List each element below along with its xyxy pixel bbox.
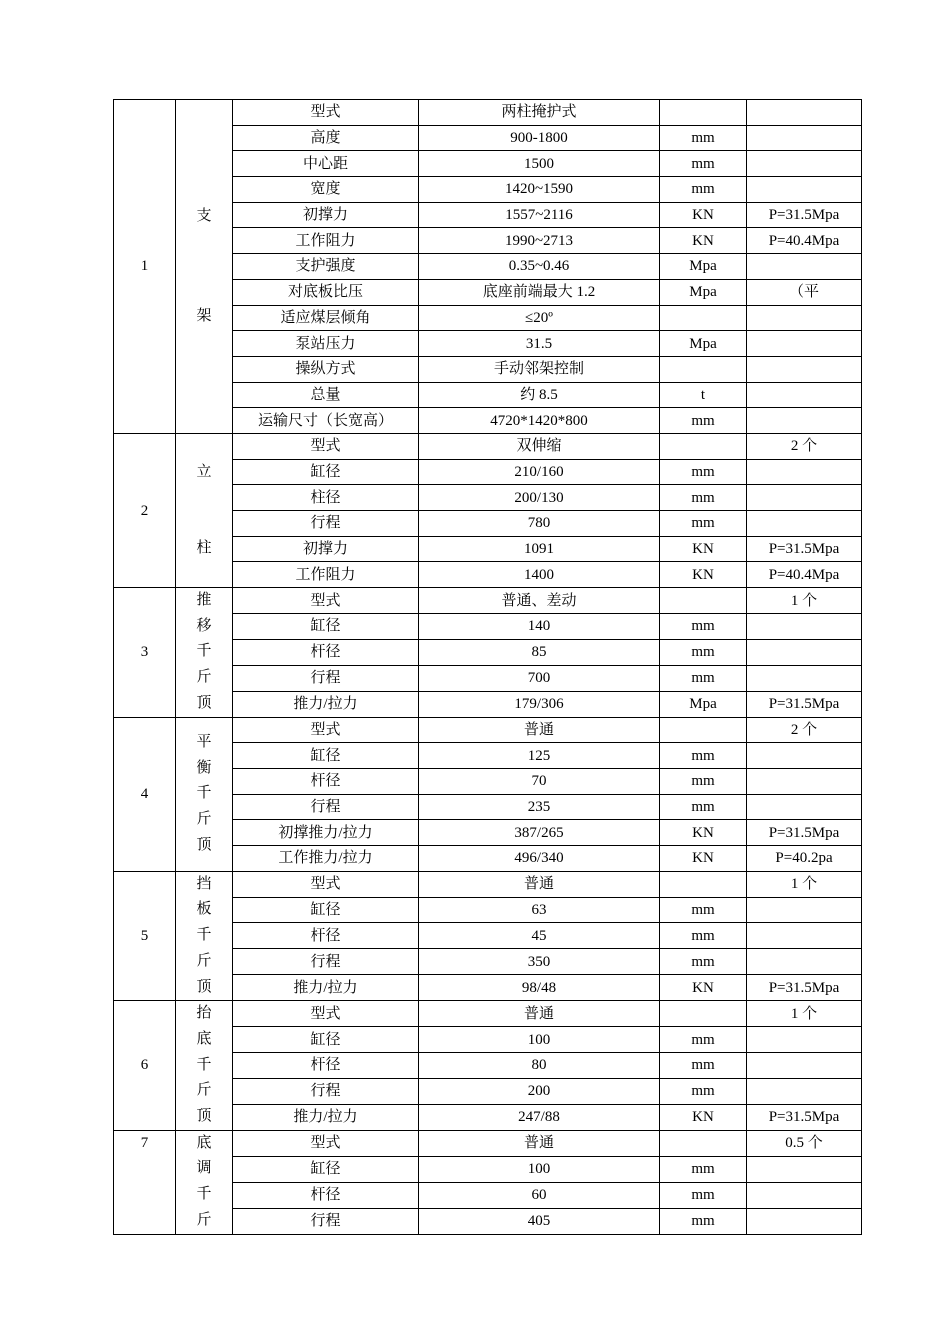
cell-unit	[660, 1001, 747, 1027]
cell-param: 缸径	[233, 897, 419, 923]
group-label-char: 顶	[196, 836, 212, 853]
cell-param: 初撑推力/拉力	[233, 820, 419, 846]
cell-unit: Mpa	[660, 279, 747, 305]
group-label	[176, 717, 233, 871]
cell-note	[747, 639, 862, 665]
cell-param: 杆径	[233, 768, 419, 794]
cell-unit	[660, 433, 747, 459]
cell-note: P=31.5Mpa	[747, 820, 862, 846]
cell-value: 70	[419, 768, 660, 794]
cell-param: 行程	[233, 1208, 419, 1234]
cell-unit: mm	[660, 1027, 747, 1053]
cell-param: 型式	[233, 588, 419, 614]
cell-value: 45	[419, 923, 660, 949]
cell-unit	[660, 356, 747, 382]
cell-note: 0.5 个	[747, 1130, 862, 1156]
table-row	[114, 433, 862, 459]
table-row	[114, 588, 862, 614]
cell-note: 1 个	[747, 1001, 862, 1027]
cell-param: 工作阻力	[233, 228, 419, 254]
cell-unit: mm	[660, 949, 747, 975]
group-label-char: 平	[196, 733, 212, 750]
group-label-char: 移	[196, 617, 212, 634]
group-label-char: 衡	[196, 759, 212, 776]
cell-param: 杆径	[233, 639, 419, 665]
cell-param: 工作阻力	[233, 562, 419, 588]
cell-param: 缸径	[233, 613, 419, 639]
cell-value: 1557~2116	[419, 202, 660, 228]
cell-param: 适应煤层倾角	[233, 305, 419, 331]
group-label-char: 斤	[196, 669, 212, 686]
group-label-char: 调	[196, 1160, 212, 1177]
cell-value: 179/306	[419, 691, 660, 717]
cell-note: P=31.5Mpa	[747, 1104, 862, 1130]
group-number: 1	[114, 100, 176, 434]
cell-value: 普通	[419, 717, 660, 743]
group-label-char: 斤	[196, 952, 212, 969]
group-label-vertical	[196, 1001, 212, 1130]
cell-unit: mm	[660, 1182, 747, 1208]
cell-unit: mm	[660, 459, 747, 485]
group-label-char: 支	[196, 207, 212, 224]
cell-unit	[660, 305, 747, 331]
group-label-char: 千	[196, 785, 212, 802]
cell-value: 1990~2713	[419, 228, 660, 254]
cell-value: 140	[419, 613, 660, 639]
cell-value: 1420~1590	[419, 177, 660, 203]
cell-unit: mm	[660, 125, 747, 151]
group-number: 4	[114, 717, 176, 871]
group-label-vertical	[196, 204, 212, 329]
cell-unit: mm	[660, 794, 747, 820]
cell-unit: mm	[660, 768, 747, 794]
group-label-char: 顶	[196, 694, 212, 711]
cell-note	[747, 459, 862, 485]
cell-unit	[660, 871, 747, 897]
cell-param: 行程	[233, 1078, 419, 1104]
cell-unit: mm	[660, 1208, 747, 1234]
cell-unit: mm	[660, 408, 747, 434]
group-label	[176, 1130, 233, 1234]
group-label	[176, 100, 233, 434]
group-label	[176, 1001, 233, 1131]
cell-unit: mm	[660, 639, 747, 665]
group-label-char: 千	[196, 927, 212, 944]
cell-param: 总量	[233, 382, 419, 408]
cell-unit: KN	[660, 846, 747, 872]
group-label-char: 板	[196, 901, 212, 918]
cell-note	[747, 613, 862, 639]
cell-unit: mm	[660, 1078, 747, 1104]
cell-note: 1 个	[747, 871, 862, 897]
cell-unit: KN	[660, 975, 747, 1001]
cell-unit: mm	[660, 923, 747, 949]
cell-param: 缸径	[233, 1156, 419, 1182]
cell-value: 80	[419, 1053, 660, 1079]
cell-param: 杆径	[233, 923, 419, 949]
cell-unit: mm	[660, 1156, 747, 1182]
cell-unit: KN	[660, 536, 747, 562]
cell-note: P=31.5Mpa	[747, 536, 862, 562]
cell-note: 2 个	[747, 433, 862, 459]
cell-param: 初撑力	[233, 536, 419, 562]
group-label-char: 柱	[196, 540, 212, 556]
group-label-char: 抬	[196, 1005, 212, 1022]
cell-value: 底座前端最大 1.2	[419, 279, 660, 305]
cell-unit	[660, 588, 747, 614]
cell-param: 行程	[233, 949, 419, 975]
cell-value: 125	[419, 743, 660, 769]
group-label-vertical	[196, 1131, 212, 1234]
group-label-char: 千	[196, 1186, 212, 1203]
group-label-vertical	[196, 730, 212, 859]
cell-unit	[660, 100, 747, 126]
cell-note	[747, 305, 862, 331]
cell-unit: Mpa	[660, 691, 747, 717]
group-number: 3	[114, 588, 176, 718]
cell-note	[747, 949, 862, 975]
cell-value: 100	[419, 1027, 660, 1053]
cell-value: 约 8.5	[419, 382, 660, 408]
cell-note	[747, 511, 862, 537]
cell-note	[747, 1027, 862, 1053]
cell-note: P=31.5Mpa	[747, 691, 862, 717]
group-label-char: 推	[196, 592, 212, 609]
cell-note	[747, 794, 862, 820]
group-label	[176, 588, 233, 718]
cell-value: 350	[419, 949, 660, 975]
cell-unit: mm	[660, 177, 747, 203]
cell-value: 100	[419, 1156, 660, 1182]
cell-param: 型式	[233, 1001, 419, 1027]
cell-note: （平	[747, 279, 862, 305]
cell-note	[747, 1156, 862, 1182]
cell-value: 900-1800	[419, 125, 660, 151]
table-row	[114, 1130, 862, 1156]
spec-table	[113, 99, 862, 1235]
cell-unit: mm	[660, 1053, 747, 1079]
cell-value: 85	[419, 639, 660, 665]
cell-param: 型式	[233, 871, 419, 897]
cell-note	[747, 151, 862, 177]
cell-note: 1 个	[747, 588, 862, 614]
cell-param: 缸径	[233, 1027, 419, 1053]
cell-value: 4720*1420*800	[419, 408, 660, 434]
cell-note	[747, 1053, 862, 1079]
spec-table-body	[114, 100, 862, 1235]
cell-value: 普通	[419, 1130, 660, 1156]
group-label	[176, 871, 233, 1001]
cell-param: 行程	[233, 794, 419, 820]
cell-value: 1400	[419, 562, 660, 588]
group-label-char: 千	[196, 1056, 212, 1073]
cell-note: P=40.4Mpa	[747, 228, 862, 254]
cell-unit: KN	[660, 820, 747, 846]
group-number: 6	[114, 1001, 176, 1131]
cell-note: P=31.5Mpa	[747, 202, 862, 228]
cell-unit: t	[660, 382, 747, 408]
cell-value: 0.35~0.46	[419, 254, 660, 280]
cell-value: 405	[419, 1208, 660, 1234]
cell-param: 缸径	[233, 743, 419, 769]
cell-param: 型式	[233, 433, 419, 459]
group-label-char: 底	[196, 1134, 212, 1151]
group-label-char: 斤	[196, 810, 212, 827]
cell-param: 初撑力	[233, 202, 419, 228]
group-number: 5	[114, 871, 176, 1001]
cell-param: 柱径	[233, 485, 419, 511]
group-label-char: 顶	[196, 1108, 212, 1125]
cell-value: 普通	[419, 1001, 660, 1027]
cell-unit: Mpa	[660, 254, 747, 280]
cell-unit: KN	[660, 1104, 747, 1130]
cell-param: 推力/拉力	[233, 1104, 419, 1130]
cell-value: 700	[419, 665, 660, 691]
cell-value: 200/130	[419, 485, 660, 511]
cell-note	[747, 382, 862, 408]
cell-param: 中心距	[233, 151, 419, 177]
group-number: 2	[114, 433, 176, 587]
cell-param: 高度	[233, 125, 419, 151]
cell-note	[747, 408, 862, 434]
cell-value: 63	[419, 897, 660, 923]
group-label-vertical	[196, 460, 212, 561]
group-label-vertical	[196, 872, 212, 1001]
cell-value: 98/48	[419, 975, 660, 1001]
cell-param: 宽度	[233, 177, 419, 203]
cell-param: 运输尺寸（长宽高）	[233, 408, 419, 434]
cell-value: 31.5	[419, 331, 660, 357]
cell-param: 对底板比压	[233, 279, 419, 305]
cell-param: 工作推力/拉力	[233, 846, 419, 872]
cell-value: 60	[419, 1182, 660, 1208]
cell-unit: mm	[660, 743, 747, 769]
cell-note: P=31.5Mpa	[747, 975, 862, 1001]
cell-param: 行程	[233, 511, 419, 537]
cell-value: 387/265	[419, 820, 660, 846]
group-label-char: 斤	[196, 1082, 212, 1099]
cell-param: 操纵方式	[233, 356, 419, 382]
group-label-char: 斤	[196, 1211, 212, 1228]
cell-param: 支护强度	[233, 254, 419, 280]
cell-value: 235	[419, 794, 660, 820]
cell-unit	[660, 717, 747, 743]
cell-param: 泵站压力	[233, 331, 419, 357]
cell-unit: mm	[660, 151, 747, 177]
cell-unit: mm	[660, 511, 747, 537]
cell-note	[747, 100, 862, 126]
cell-unit: KN	[660, 562, 747, 588]
cell-value: 1500	[419, 151, 660, 177]
cell-param: 型式	[233, 1130, 419, 1156]
cell-value: 两柱掩护式	[419, 100, 660, 126]
group-label-vertical	[196, 588, 212, 717]
cell-value: ≤20º	[419, 305, 660, 331]
group-label-char: 挡	[196, 875, 212, 892]
cell-unit: Mpa	[660, 331, 747, 357]
table-row	[114, 1001, 862, 1027]
group-label	[176, 433, 233, 587]
cell-note: 2 个	[747, 717, 862, 743]
cell-param: 行程	[233, 665, 419, 691]
cell-value: 1091	[419, 536, 660, 562]
cell-param: 型式	[233, 717, 419, 743]
group-number: 7	[114, 1130, 176, 1234]
cell-note	[747, 768, 862, 794]
cell-note	[747, 254, 862, 280]
group-label-char: 底	[196, 1030, 212, 1047]
cell-unit: mm	[660, 485, 747, 511]
cell-value: 手动邻架控制	[419, 356, 660, 382]
cell-note	[747, 125, 862, 151]
cell-note: P=40.4Mpa	[747, 562, 862, 588]
cell-param: 推力/拉力	[233, 691, 419, 717]
cell-note	[747, 1078, 862, 1104]
cell-note	[747, 923, 862, 949]
cell-value: 普通	[419, 871, 660, 897]
cell-param: 型式	[233, 100, 419, 126]
cell-unit: mm	[660, 665, 747, 691]
cell-note	[747, 356, 862, 382]
cell-unit	[660, 1130, 747, 1156]
cell-value: 780	[419, 511, 660, 537]
cell-note	[747, 177, 862, 203]
group-label-char: 千	[196, 643, 212, 660]
cell-value: 496/340	[419, 846, 660, 872]
cell-value: 普通、差动	[419, 588, 660, 614]
cell-note	[747, 665, 862, 691]
cell-unit: mm	[660, 897, 747, 923]
cell-note	[747, 897, 862, 923]
group-label-char: 顶	[196, 978, 212, 995]
table-row	[114, 100, 862, 126]
cell-param: 推力/拉力	[233, 975, 419, 1001]
cell-note	[747, 743, 862, 769]
cell-note	[747, 485, 862, 511]
cell-unit: mm	[660, 613, 747, 639]
cell-value: 247/88	[419, 1104, 660, 1130]
cell-value: 200	[419, 1078, 660, 1104]
cell-note: P=40.2pa	[747, 846, 862, 872]
table-row	[114, 717, 862, 743]
cell-value: 210/160	[419, 459, 660, 485]
group-label-char: 架	[196, 307, 212, 324]
cell-note	[747, 1182, 862, 1208]
cell-param: 杆径	[233, 1053, 419, 1079]
cell-param: 杆径	[233, 1182, 419, 1208]
group-label-char: 立	[196, 464, 212, 480]
table-row	[114, 871, 862, 897]
cell-param: 缸径	[233, 459, 419, 485]
cell-note	[747, 331, 862, 357]
cell-unit: KN	[660, 228, 747, 254]
cell-value: 双伸缩	[419, 433, 660, 459]
cell-note	[747, 1208, 862, 1234]
cell-unit: KN	[660, 202, 747, 228]
